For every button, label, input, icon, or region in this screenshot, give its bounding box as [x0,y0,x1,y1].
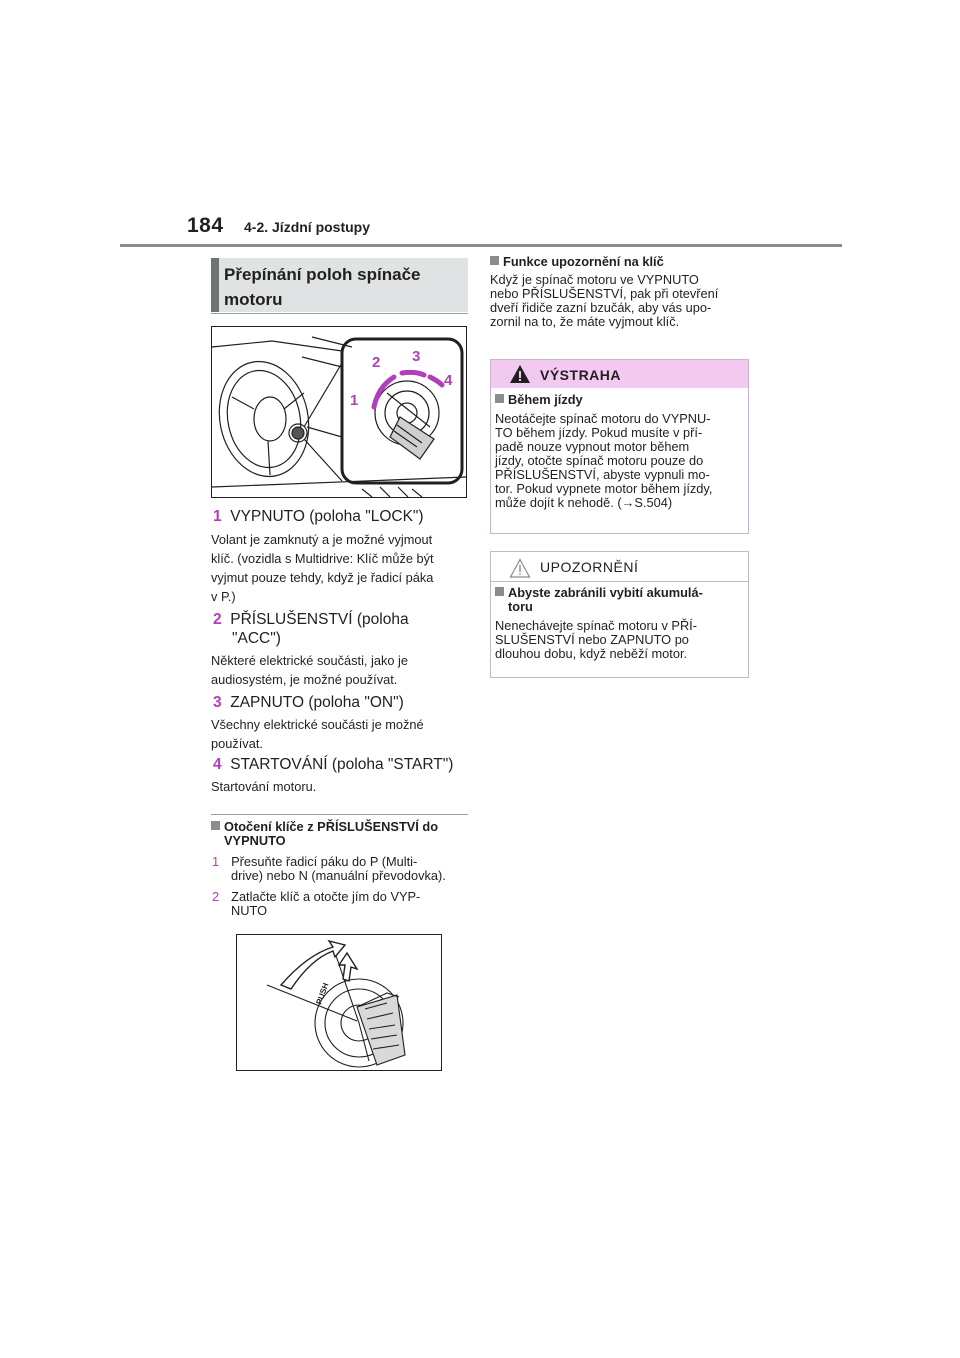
text-line: Některé elektrické součásti, jako je [211,653,409,668]
text-line: vyjmut pouze tehdy, když je řadicí páka [211,570,434,585]
text-line: PŘÍSLUŠENSTVÍ, abyste vypnuli mo- [495,467,710,482]
square-bullet-icon [490,256,499,265]
position-label: ZAPNUTO (poloha "ON") [230,694,404,711]
text-line: tor. Pokud vypnete motor během jízdy, [495,481,713,496]
chapter-title: 4-2. Jízdní postupy [244,219,371,235]
text-line: používat. [211,736,263,751]
position-1-heading [213,507,424,526]
text-line: audiosystém, je možné používat. [211,672,398,687]
text-line: Když je spínač motoru ve VYPNUTO [490,272,699,287]
section-title-bar [211,258,219,312]
step-line: NUTO [231,903,268,918]
step-line: Přesuňte řadicí páku do P (Multi- [231,854,418,869]
warning-content [495,393,750,510]
figure-label-2: 2 [372,354,381,371]
text-line: nebo PŘÍSLUŠENSTVÍ, pak při otevření [490,286,719,301]
notice-subtitle: toru [508,599,533,614]
page-number: 184 [187,214,224,237]
ignition-dashboard-figure [211,326,467,498]
position-number: 4 [213,756,222,773]
dashboard-illustration [212,327,466,497]
section-title [224,262,464,312]
position-2-heading [213,610,473,648]
text-line: dlouhou dobu, když neběží motor. [495,646,688,661]
caution-triangle-icon [509,558,531,578]
position-3-heading [213,693,404,712]
text-line: zornil na to, že máte vyjmout klíč. [490,314,680,329]
section-title-line: motoru [224,290,283,309]
position-2-description [211,651,471,689]
position-number: 3 [213,694,222,711]
notice-subtitle: Abyste zabránili vybití akumulá- [508,585,703,600]
square-bullet-icon [495,394,504,403]
position-label: VYPNUTO (poloha "LOCK") [230,508,424,525]
text-line: padě nouze vypnout motor během [495,439,690,454]
position-1-description [211,530,471,606]
subsection-rule [211,814,468,815]
title-line: VYPNUTO [224,833,286,848]
figure-label-3: 3 [412,348,421,365]
text-line: Nenechávejte spínač motoru v PŘÍ- [495,618,698,633]
turn-key-step-1 [212,855,472,883]
warning-triangle-icon [509,364,531,384]
position-4-heading [213,755,453,774]
title-line: Otočení klíče z PŘÍSLUŠENSTVÍ do [224,819,439,834]
figure-label-1: 1 [350,392,359,409]
text-line: klíč. (vozidla s Multidrive: Klíč může být [211,551,434,566]
key-reminder-title: Funkce upozornění na klíč [503,254,664,269]
notice-title: UPOZORNĚNÍ [540,559,639,575]
text-line: Všechny elektrické součásti je možné [211,717,424,732]
position-number: 1 [213,508,222,525]
key-reminder-section [490,255,755,329]
text-line: může dojít k nehodě. (→S.504) [495,495,673,510]
key-turn-illustration [237,935,441,1070]
position-label-cont: "ACC") [232,630,281,647]
text-line: v P.) [211,589,236,604]
position-label: STARTOVÁNÍ (poloha "START") [230,756,454,773]
position-3-description [211,715,471,753]
text-line: SLUŠENSTVÍ nebo ZAPNUTO po [495,632,689,647]
position-number: 2 [213,611,222,628]
push-label: PUSH [314,981,331,1006]
step-line: drive) nebo N (manuální převodovka). [231,868,446,883]
position-label: PŘÍSLUŠENSTVÍ (poloha [230,611,409,628]
text-line: jízdy, otočte spínač motoru pouze do [495,453,704,468]
warning-subtitle: Během jízdy [508,392,583,407]
text-line: dveří řidiče zazní bzučák, aby vás upo- [490,300,712,315]
square-bullet-icon [211,821,220,830]
notice-content [495,586,750,661]
section-underline [211,313,468,314]
key-turn-figure [236,934,442,1071]
text-line: Volant je zamknutý a je možné vyjmout [211,532,433,547]
position-4-description [211,777,471,796]
text-line: Startování motoru. [211,779,317,794]
text-line: TO během jízdy. Pokud musíte v pří- [495,425,703,440]
header-rule [120,244,842,247]
text-line: Neotáčejte spínač motoru do VYPNU- [495,411,711,426]
step-line: Zatlačte klíč a otočte jím do VYP- [231,889,421,904]
turn-key-title [211,820,471,848]
section-title-line: Přepínání poloh spínače [224,265,421,284]
warning-title: VÝSTRAHA [540,367,622,383]
turn-key-step-2 [212,890,472,918]
square-bullet-icon [495,587,504,596]
step-number: 2 [212,889,220,904]
notice-rule [491,581,748,582]
step-number: 1 [212,854,220,869]
figure-label-4: 4 [444,372,453,389]
